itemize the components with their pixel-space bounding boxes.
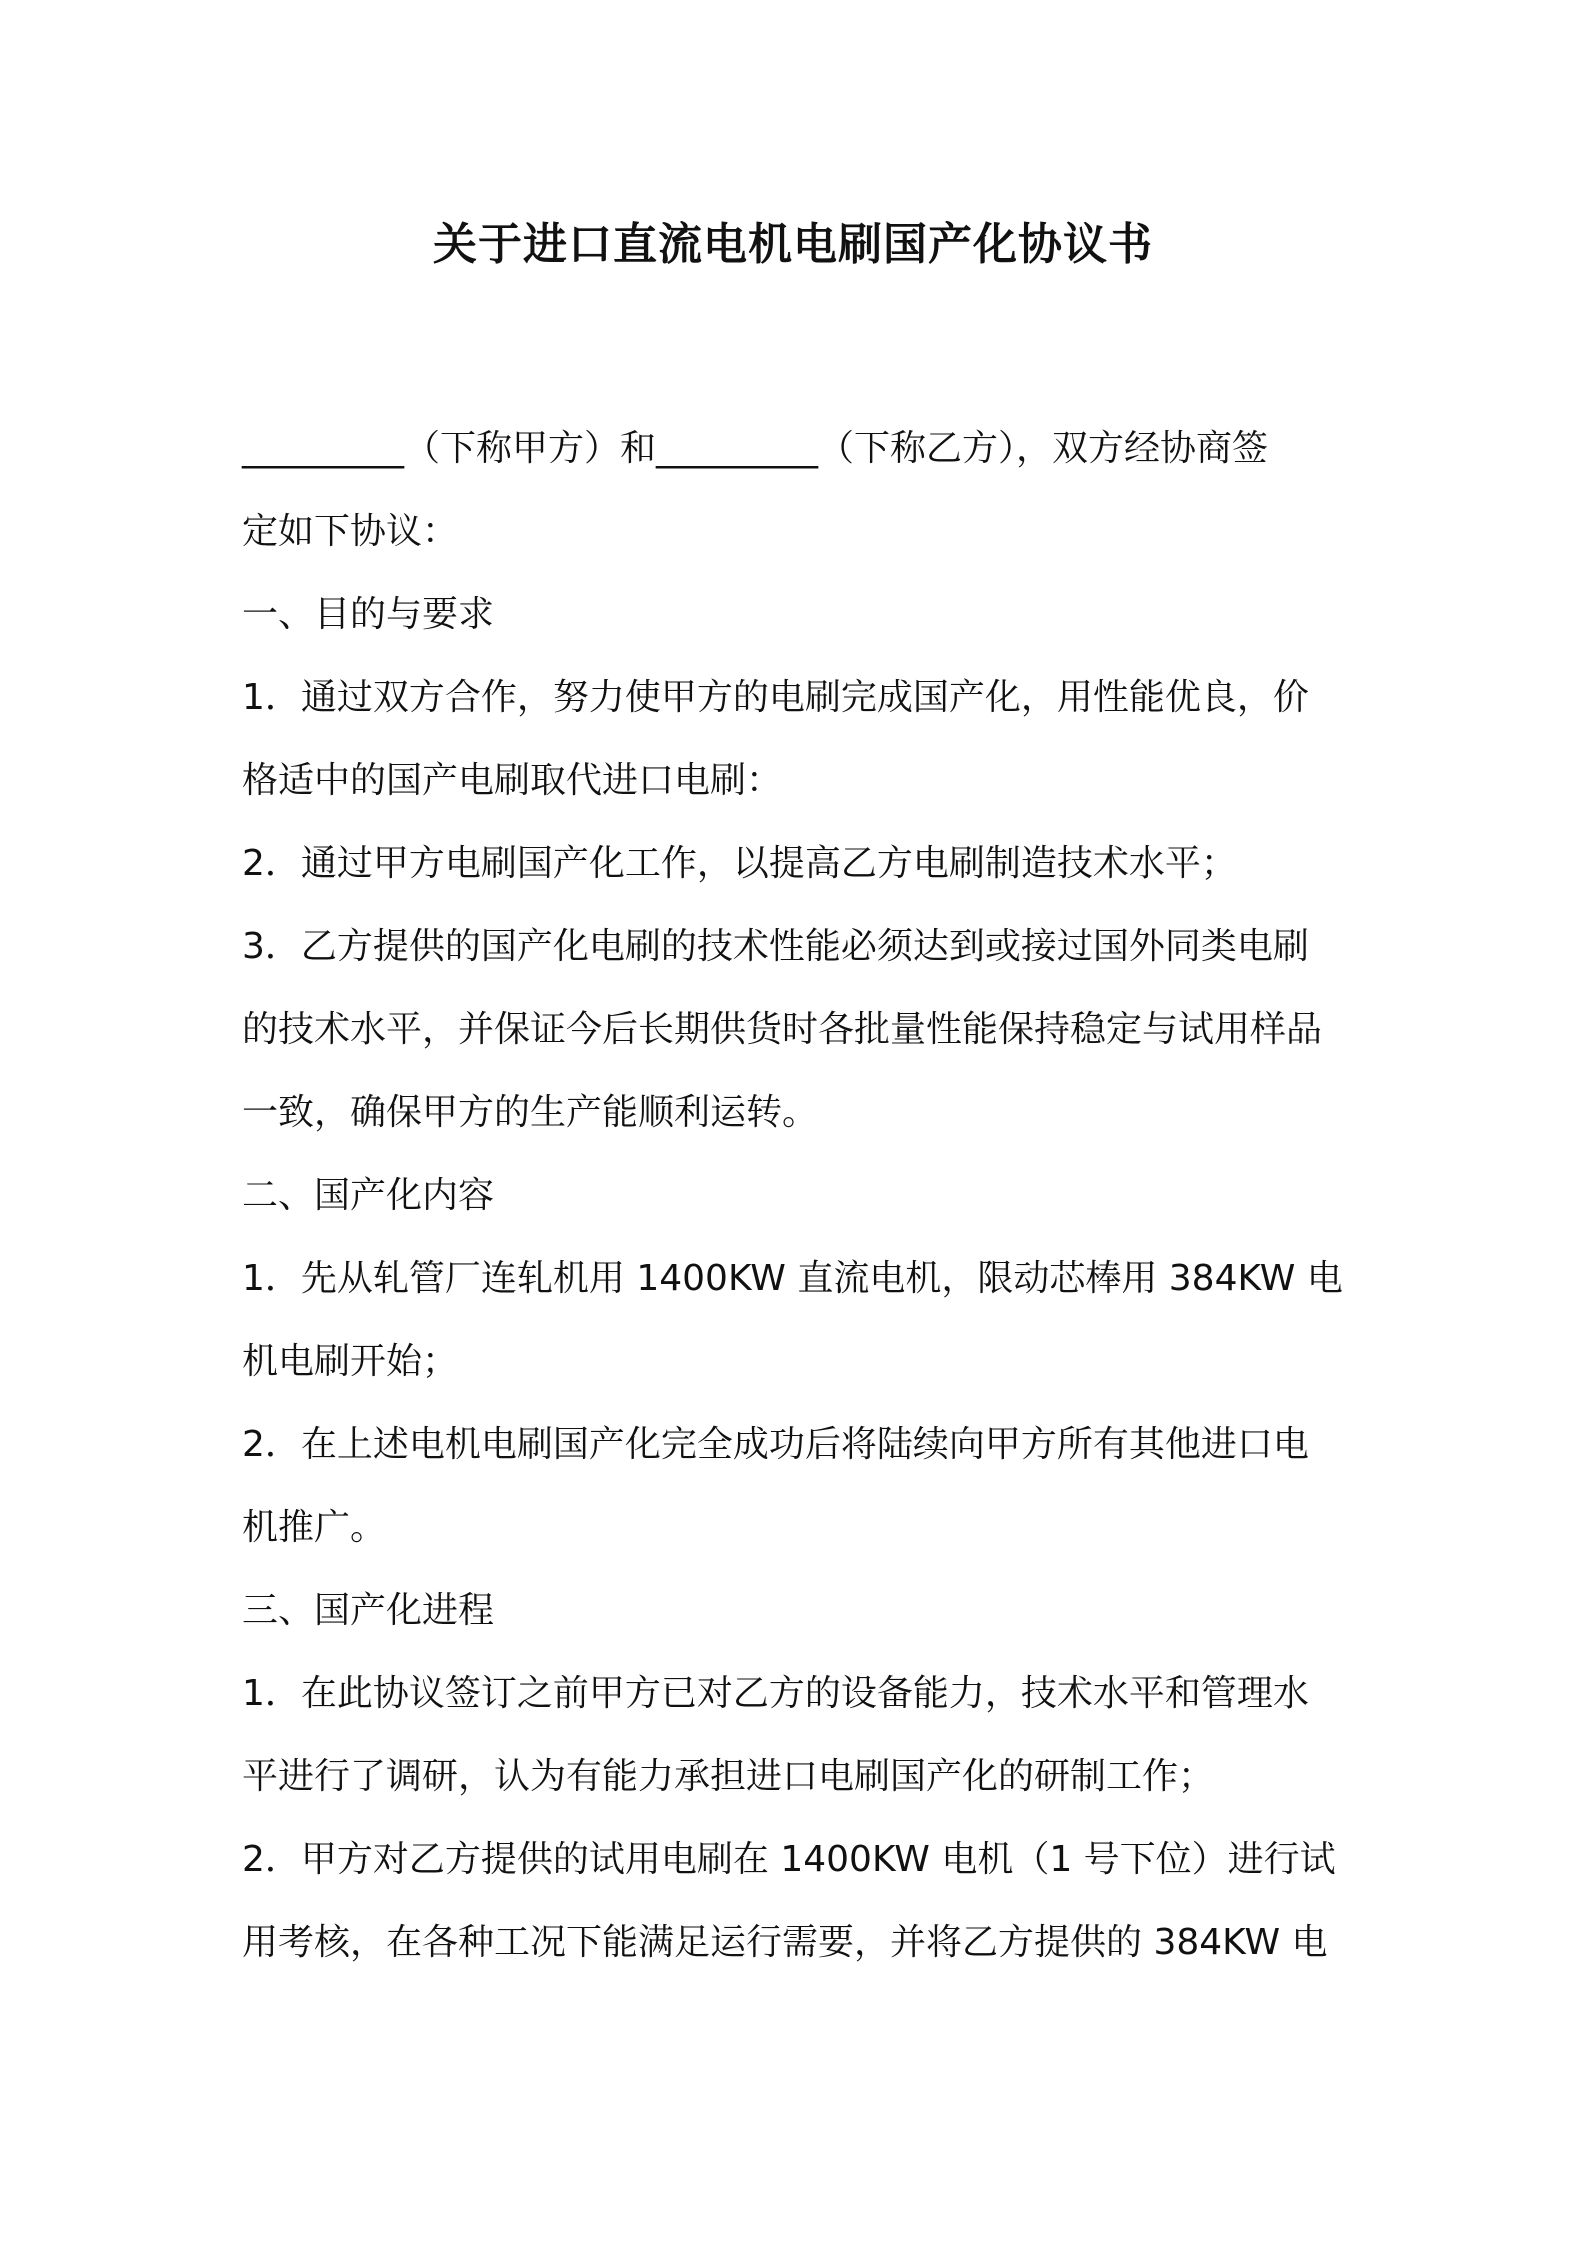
paragraph-line: 平进行了调研，认为有能力承担进口电刷国产化的研制工作；	[242, 1756, 1215, 1797]
paragraph-line: 2．在上述电机电刷国产化完全成功后将陆续向甲方所有其他进口电	[242, 1424, 1309, 1465]
section3-item-1	[242, 1652, 1352, 1818]
paragraph-line: 机电刷开始；	[242, 1341, 459, 1382]
section-heading-1	[242, 573, 1352, 656]
section1-item-3	[242, 905, 1352, 1154]
document-body	[242, 407, 1352, 1984]
section-heading-text: 三、国产化进程	[242, 1590, 495, 1631]
paragraph-line: 2．甲方对乙方提供的试用电刷在 1400KW 电机（1 号下位）进行试	[242, 1839, 1336, 1880]
section-heading-3	[242, 1569, 1352, 1652]
section2-item-2	[242, 1403, 1352, 1569]
paragraph-line: 3．乙方提供的国产化电刷的技术性能必须达到或接过国外同类电刷	[242, 926, 1309, 967]
section2-item-1	[242, 1237, 1352, 1403]
intro-line: 定如下协议：	[242, 511, 459, 552]
paragraph-line: 1．在此协议签订之前甲方已对乙方的设备能力，技术水平和管理水	[242, 1673, 1309, 1714]
section-heading-text: 一、目的与要求	[242, 594, 495, 635]
section-heading-text: 二、国产化内容	[242, 1175, 495, 1216]
intro-line: _________（下称甲方）和_________（下称乙方），双方经协商签	[242, 428, 1269, 469]
intro-paragraph	[242, 407, 1352, 573]
document-title: 关于进口直流电机电刷国产化协议书	[433, 219, 1153, 270]
paragraph-line: 1．先从轧管厂连轧机用 1400KW 直流电机，限动芯棒用 384KW 电	[242, 1258, 1343, 1299]
paragraph-line: 用考核，在各种工况下能满足运行需要，并将乙方提供的 384KW 电	[242, 1922, 1328, 1963]
section1-item-2	[242, 822, 1352, 905]
paragraph-line: 2．通过甲方电刷国产化工作，以提高乙方电刷制造技术水平；	[242, 843, 1237, 884]
paragraph-line: 一致，确保甲方的生产能顺利运转。	[242, 1092, 819, 1133]
section3-item-2	[242, 1818, 1352, 1984]
paragraph-line: 机推广。	[242, 1507, 387, 1548]
section1-item-1	[242, 656, 1352, 822]
paragraph-line: 1．通过双方合作，努力使甲方的电刷完成国产化，用性能优良，价	[242, 677, 1309, 718]
section-heading-2	[242, 1154, 1352, 1237]
paragraph-line: 格适中的国产电刷取代进口电刷：	[242, 760, 783, 801]
paragraph-line: 的技术水平，并保证今后长期供货时各批量性能保持稳定与试用样品	[242, 1009, 1323, 1050]
